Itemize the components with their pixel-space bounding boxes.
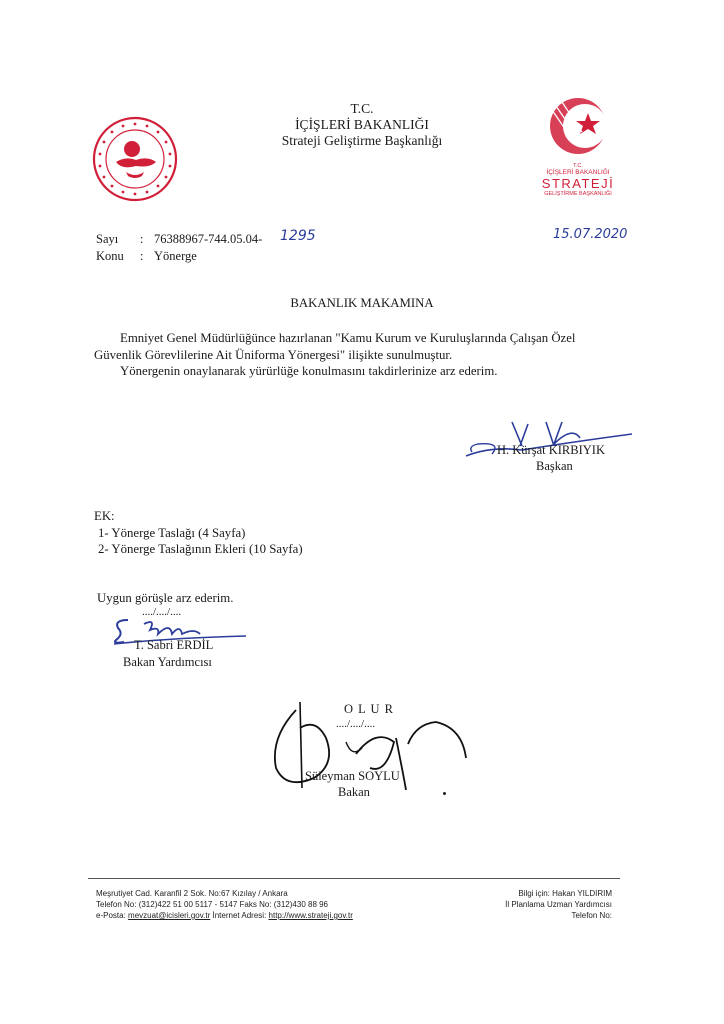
sayi-row: Sayı : 76388967-744.05.04- [96,232,263,246]
addressee: BAKANLIK MAKAMINA [290,296,434,310]
konu-value: Yönerge [154,249,197,263]
strateji-logo [530,96,626,197]
logo-tc: T.C. [573,163,583,169]
footer-address: Meşrutiyet Cad. Karanfil 2 Sok. No:67 Kızılay / Ankara [96,889,288,898]
body-line-3: Yönergenin onaylanarak yürürlüğe konulmasını takdirlerinize arz ederim. [120,364,498,378]
header-department: Strateji Geliştirme Başkanlığı [281,133,443,148]
footer-email-link[interactable]: mevzuat@icisleri.gov.tr [128,911,211,920]
approval1-title: Bakan Yardımcısı [123,655,212,669]
footer-email-label: e-Posta: [96,911,126,920]
body-line-1: Emniyet Genel Müdürlüğünce hazırlanan "Kamu Kurum ve Kuruluşlarında Çalışan Özel [120,331,576,345]
footer-contact [96,910,353,921]
approval1-name: T. Sabri ERDİL [134,638,214,652]
olur-date-blank: ..../..../.... [336,718,376,730]
signer1-title: Başkan [536,459,573,473]
signer1-name: H. Kürşat KIRBIYIK [497,443,605,457]
attachments-heading: EK: [94,509,115,523]
footer-phone: Telefon No: (312)422 51 00 5117 - 5147 Faks No: (312)430 88 96 [96,900,329,909]
footer-web-link[interactable]: http://www.strateji.gov.tr [268,911,353,920]
approval2-name: Süleyman SOYLU [305,769,400,783]
ministry-seal-icon [92,116,178,202]
sayi-label: Sayı [96,232,119,246]
footer-info [505,888,612,921]
sayi-handwritten: 1295 [280,228,316,244]
footer-divider [88,878,620,879]
olur-label: O L U R [344,702,394,716]
approval1-date-blank: ..../..../.... [142,606,182,618]
logo-sub: GELİŞTİRME BAŞKANLIĞI [544,191,612,197]
body-line-2: Güvenlik Görevlilerine Ait Üniforma Yönergesi" ilişikte sunulmuştur. [94,348,453,362]
approval2-title: Bakan [338,785,370,799]
ink-dot [443,792,446,795]
attachment-item-2: 2- Yönerge Taslağının Ekleri (10 Sayfa) [98,542,303,556]
konu-label: Konu [96,249,124,263]
footer-info-line1: Bilgi için: Hakan YILDIRIM [518,889,612,898]
konu-row: Konu : Yönerge [96,249,197,263]
sayi-value: 76388967-744.05.04- [154,232,263,246]
date-handwritten: 15.07.2020 [553,227,628,242]
header-tc: T.C. [350,101,374,116]
footer-web-label: İnternet Adresi: [212,911,267,920]
logo-strateji: STRATEJİ [541,176,615,191]
approval1-text: Uygun görüşle arz ederim. [97,591,234,605]
footer-info-line3: Telefon No: [571,911,612,920]
footer-info-line2: İl Planlama Uzman Yardımcısı [505,900,612,909]
crescent-star-icon [530,96,626,158]
header-ministry: İÇİŞLERİ BAKANLIĞI [295,117,429,132]
attachment-item-1: 1- Yönerge Taslağı (4 Sayfa) [98,526,246,540]
logo-ministry: İÇİŞLERİ BAKANLIĞI [546,169,610,176]
